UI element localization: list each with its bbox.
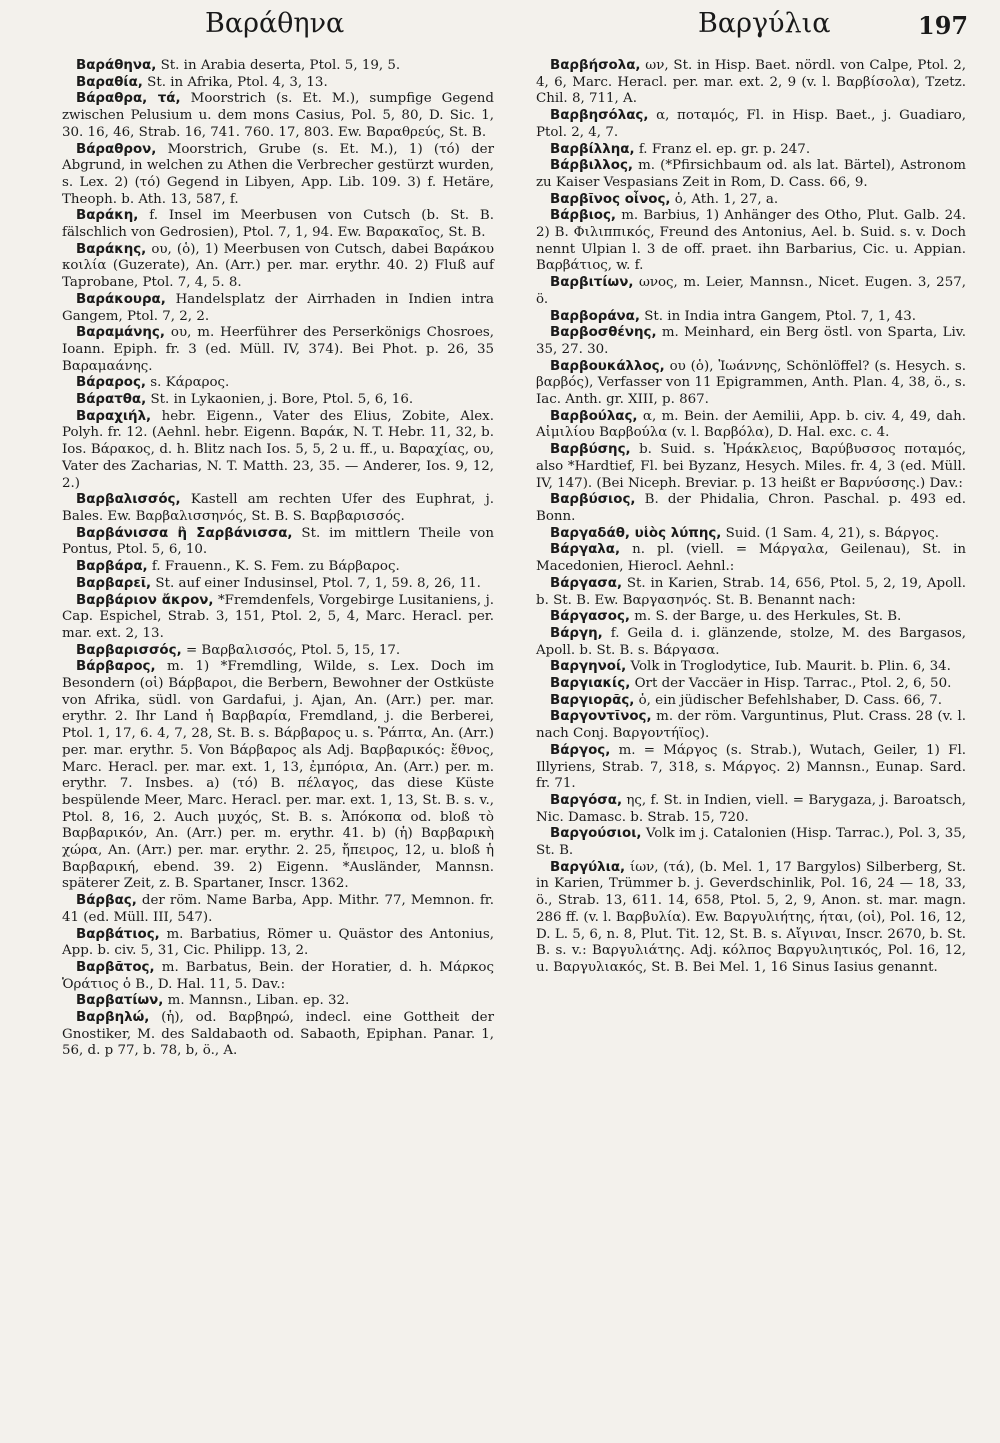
entry-headword: Βαργαδάθ, υἱὸς λύπης, xyxy=(550,525,722,541)
entry-body: ὁ, ein jüdischer Befehlshaber, D. Cass. 66, 7. xyxy=(638,692,943,708)
entry-headword: Βαρβουκάλλος, xyxy=(550,358,665,374)
entry-body: (ἡ), od. Βαρβηρώ, indecl. eine Gottheit der Gnostiker, M. des Saldabaoth od. Sabaoth, Epiphan. Panar. 1, 56, d. p 77, b. 78, b, ö., A. xyxy=(62,1010,494,1059)
running-header xyxy=(0,0,1000,50)
left-running-head: Βαράθηνα xyxy=(205,8,345,39)
dictionary-entry xyxy=(536,309,966,326)
entry-headword: Βαργόσα, xyxy=(550,792,623,808)
entry-body: Kastell am rechten Ufer des Euphrat, j. Bales. Ew. Βαρβαλισσηνός, St. B. S. Βαρβαρισσός. xyxy=(62,492,494,524)
dictionary-entry xyxy=(62,409,494,493)
entry-headword: Βαργιορᾶς, xyxy=(550,692,635,708)
entry-headword: Βαρβησόλας, xyxy=(550,108,649,124)
dictionary-entry xyxy=(62,58,494,75)
entry-body: m. Barbatius, Römer u. Quästor des Antonius, App. b. civ. 5, 31, Cic. Philipp. 13, 2. xyxy=(62,926,494,959)
entry-body: m. Mannsn., Liban. ep. 32. xyxy=(167,993,350,1009)
entry-body: St. in Arabia deserta, Ptol. 5, 19, 5. xyxy=(160,58,401,73)
entry-headword: Βάρβιλλος, xyxy=(550,158,633,174)
entry-body: ου, (ὁ), 1) Meerbusen von Cutsch, dabei Βαράκου κοιλία (Guzerate), An. (Arr.) per. mar. erythr. 40. 2) Fluß auf Taprobane, Ptol. 7, 4, 5. 8. xyxy=(62,241,494,291)
dictionary-entry xyxy=(536,576,966,609)
dictionary-entry xyxy=(536,275,966,308)
dictionary-entry xyxy=(62,927,494,960)
dictionary-entry xyxy=(62,75,494,92)
entry-headword: Βάργος, xyxy=(550,742,611,758)
right-running-head: Βαργύλια xyxy=(698,8,831,39)
entry-headword: Βαρβάτιος, xyxy=(76,926,160,942)
right-column xyxy=(536,58,966,977)
dictionary-entry xyxy=(536,526,966,543)
dictionary-entry xyxy=(536,108,966,141)
entry-body: ου, m. Heerführer des Perserkönigs Chosroes, Ioann. Epiph. fr. 3 (ed. Müll. IV, 374). Bei Phot. p. 26, 35 Βαραμαάνης. xyxy=(62,325,495,374)
entry-body: α, ποταμός, Fl. in Hisp. Baet., j. Guadiaro, Ptol. 2, 4, 7. xyxy=(536,108,966,140)
dictionary-entry xyxy=(536,409,966,442)
entry-headword: Βάργασος, xyxy=(550,609,630,625)
entry-headword: Βαρβίλληα, xyxy=(550,141,635,157)
dictionary-entry xyxy=(536,676,966,693)
entry-headword: Βάραρος, xyxy=(76,375,147,391)
entry-body: f. Geila d. i. glänzende, stolze, M. des Bargasos, Apoll. b. St. B. s. Βάργασα. xyxy=(536,625,967,658)
dictionary-entry xyxy=(62,325,494,375)
dictionary-entry xyxy=(62,559,494,576)
entry-body: m. (*Pfirsichbaum od. als lat. Bärtel), Astronom zu Kaiser Vespasians Zeit in Rom, D. Cass. 66, 9. xyxy=(536,158,966,190)
entry-body: = Βαρβαλισσός, Ptol. 5, 15, 17. xyxy=(185,642,401,658)
entry-headword: Βαρβοσθένης, xyxy=(550,325,657,341)
entry-headword: Βαρβύσιος, xyxy=(550,492,636,508)
entry-body: f. Insel im Meerbusen von Cutsch (b. St. B. fälschlich von Gedrosien), Ptol. 7, 1, 94. Ew. Βαρακαῖος, St. B. xyxy=(62,208,495,241)
entry-headword: Βάραθρον, xyxy=(76,141,157,157)
dictionary-entry xyxy=(62,526,494,559)
entry-headword: Βαράθηνα, xyxy=(76,58,157,73)
entry-headword: Βαρβατίων, xyxy=(76,993,164,1009)
entry-headword: Βαρβάρα, xyxy=(76,559,148,575)
entry-headword: Βαρβήσολα, xyxy=(550,58,641,73)
entry-headword: Βαργηνοί, xyxy=(550,659,627,675)
entry-headword: Βαρβαλισσός, xyxy=(76,492,181,508)
dictionary-entry xyxy=(536,793,966,826)
entry-body: der röm. Name Barba, App. Mithr. 77, Memnon. fr. 41 (ed. Müll. III, 547). xyxy=(62,893,494,925)
entry-body: m. Meinhard, ein Berg östl. von Sparta, Liv. 35, 27. 30. xyxy=(536,325,966,357)
entry-headword: Βαραχιήλ, xyxy=(76,408,152,424)
dictionary-entry xyxy=(62,659,494,893)
entry-body: s. Κάραρος. xyxy=(150,375,230,391)
dictionary-entry xyxy=(536,860,966,977)
entry-headword: Βαρβούλας, xyxy=(550,408,638,424)
dictionary-entry xyxy=(536,542,966,575)
dictionary-entry xyxy=(536,609,966,626)
entry-headword: Βαραμάνης, xyxy=(76,325,165,341)
dictionary-entry xyxy=(536,325,966,358)
entry-body: α, m. Bein. der Aemilii, App. b. civ. 4, 49, dah. Αἰμιλίου Βαρβούλα (v. l. Βαρβόλα), D. Hal. exc. c. 4. xyxy=(536,408,966,441)
entry-body: St. in Afrika, Ptol. 4, 3, 13. xyxy=(147,74,328,90)
entry-headword: Βάρατθα, xyxy=(76,392,147,408)
entry-headword: Βάρβιος, xyxy=(550,208,617,224)
dictionary-entry xyxy=(62,375,494,392)
dictionary-entry xyxy=(62,242,494,292)
entry-body: Moorstrich, Grube (s. Et. M.), 1) (τό) der Abgrund, in welchen zu Athen die Verbrecher gestürzt wurden, s. Lex. 2) (τό) Gegend in Libyen, App. Lib. 109. 3) f. Hetäre, Theoph. b. Ath. 13, 587, f. xyxy=(62,141,494,207)
page-number: 197 xyxy=(918,11,969,40)
entry-headword: Βαρβύσης, xyxy=(550,442,631,458)
dictionary-entry xyxy=(62,392,494,409)
entry-headword: Βαργοντῖνος, xyxy=(550,709,652,725)
dictionary-entry xyxy=(536,709,966,742)
entry-body: hebr. Eigenn., Vater des Elius, Zobite, Alex. Polyh. fr. 12. (Aehnl. hebr. Eigenn. Βαράκ, N. T. Hebr. 11, 32, b. Ios. Βάρακος, d. h. Blitz nach Ios. 5, 5, 2 u. ff., u. Βαραχίας, ου, Vater des Zacharias, N. T. Matth. 23, 35. — Anderer, Ios. 9, 12, 2.) xyxy=(62,408,494,491)
dictionary-entry xyxy=(536,359,966,409)
dictionary-entry xyxy=(536,442,966,492)
entry-body: Volk im j. Catalonien (Hisp. Tarrac.), Pol. 3, 35, St. B. xyxy=(536,826,966,859)
entry-body: Moorstrich (s. Et. M.), sumpfige Gegend zwischen Pelusium u. dem mons Casius, Pol. 5, 80, D. Sic. 1, 30. 16, 46, Strab. 16, 741. 760. 17, 803. Ew. Βαραθρεύς, St. B. xyxy=(62,91,494,140)
entry-body: Suid. (1 Sam. 4, 21), s. Βάργος. xyxy=(725,525,939,541)
dictionary-entry xyxy=(536,492,966,525)
dictionary-entry xyxy=(536,192,966,209)
entry-body: m. Barbius, 1) Anhänger des Otho, Plut. Galb. 24. 2) Β. Φιλιππικός, Freund des Antonius, Ael. b. Suid. s. v. Doch nennt Ulpian l. 3 de off. praet. ihn Barbarius, Cic. u. Appian. Βαρβάτιος, w. f. xyxy=(536,208,966,274)
dictionary-entry xyxy=(536,58,966,108)
dictionary-entry xyxy=(536,158,966,191)
entry-headword: Βαράκουρα, xyxy=(76,291,166,307)
entry-body: ης, f. St. in Indien, viell. = Barygaza, j. Baroatsch, Nic. Damasc. b. Strab. 15, 720. xyxy=(536,792,966,825)
entry-body: St. auf einer Indusinsel, Ptol. 7, 1, 59. 8, 26, 11. xyxy=(155,575,481,591)
entry-body: St. in Karien, Strab. 14, 656, Ptol. 5, 2, 19, Apoll. b. St. B. Ew. Βαργασηνός. St. B. Benannt nach: xyxy=(536,575,966,608)
entry-headword: Βαργούσιοι, xyxy=(550,826,642,842)
entry-body: Ort der Vaccäer in Hisp. Tarrac., Ptol. 2, 6, 50. xyxy=(634,676,952,692)
left-column xyxy=(62,58,494,1060)
entry-body: m. der röm. Varguntinus, Plut. Crass. 28 (v. l. nach Conj. Βαργοντήϊος). xyxy=(536,709,966,742)
entry-body: m. Barbatus, Bein. der Horatier, d. h. Μάρκος Ὁράτιος ὁ Β., D. Hal. 11, 5. Dav.: xyxy=(62,959,494,992)
entry-body: St. in India intra Gangem, Ptol. 7, 1, 43. xyxy=(644,308,917,324)
entry-body: ίων, (τά), (b. Mel. 1, 17 Bargylos) Silberberg, St. in Karien, Trümmer b. j. Geverdschinlik, Pol. 16, 24 — 18, 33, ö., Strab. 13, 611. 14, 658, Ptol. 5, 2, 9, Anon. st. mar. magn. 286 ff. (v. l. Βαρβυλία). Ew. Βαργυλιήτης, ήται, (οἱ), Pol. 16, 12, D. L. 5, 6, n. 8, Plut. Tit. 12, St. B. s. Αἴγιναι, Inscr. 2670, b. St. B. s. v.: Βαργυλιάτης. Adj. κόλπος Βαργυλιητικός, Pol. 16, 12, u. Βαργυλιακός, St. B. Bei Mel. 1, 16 Sinus Iasius genannt. xyxy=(536,859,966,975)
entry-headword: Βαρβαρεῖ, xyxy=(76,575,152,591)
entry-headword: Βάρβας, xyxy=(76,893,137,909)
dictionary-entry xyxy=(62,91,494,141)
dictionary-entry xyxy=(62,960,494,993)
dictionary-entry xyxy=(62,893,494,926)
entry-headword: Βάργη, xyxy=(550,625,603,641)
entry-body: m. S. der Barge, u. des Herkules, St. B. xyxy=(634,609,902,625)
dictionary-entry xyxy=(536,659,966,676)
entry-headword: Βαρβηλώ, xyxy=(76,1010,150,1026)
entry-headword: Βαργύλια, xyxy=(550,859,626,875)
entry-body: Volk in Troglodytice, Iub. Maurit. b. Plin. 6, 34. xyxy=(630,659,951,675)
entry-headword: Βαργιακίς, xyxy=(550,676,631,692)
entry-headword: Βαρβάριον ἄκρον, xyxy=(76,592,214,608)
entry-body: m. 1) *Fremdling, Wilde, s. Lex. Doch im Besondern (οἱ) Βάρβαροι, die Berbern, Bewohner der Ostküste von Afrika, südl. von Gardafui, j. Ajan, An. (Arr.) per. mar. erythr. 2. Ihr Land ἡ Βαρβαρία, Fremdland, j. die Berberei, Ptol. 1, 17, 6. 4, 7, 28, St. B. s. Βάρβαρος u. s. Ῥάπτα, An. (Arr.) per. mar. erythr. 5. Von Βάρβαρος als Adj. Βαρβαρικός: ἔθνος, Marc. Heracl. per. mar. ext. 1, 13, ἐμπόρια, An. (Arr.) per. m. erythr. 7. Insbes. a) (τό) Β. πέλαγος, das diese Küste bespülende Meer, Marc. Heracl. per. mar. ext. 1, 13, St. B. s. v., Ptol. 8, 16, 2. Auch μυχός, St. B. s. Ἀπόκοπα od. bloß τὸ Βαρβαρικόν, An. (Arr.) per. m. erythr. 41. b) (ἡ) Βαρβαρικὴ χώρα, An. (Arr.) per. mar. erythr. 2. 25, ἤπειρος, 12, u. bloß ἡ Βαρβαρική, ebend. 39. 2) Eigenn. *Ausländer, Mannsn. späterer Zeit, z. B. Spartaner, Inscr. 1362. xyxy=(62,659,494,892)
dictionary-entry xyxy=(536,693,966,710)
dictionary-entry xyxy=(536,626,966,659)
entry-headword: Βαρβαρισσός, xyxy=(76,642,182,658)
entry-headword: Βάργασα, xyxy=(550,575,623,591)
entry-body: St. in Lykaonien, j. Bore, Ptol. 5, 6, 16. xyxy=(150,392,414,408)
dictionary-entry xyxy=(62,1010,494,1060)
entry-body: m. = Μάργος (s. Strab.), Wutach, Geiler, 1) Fl. Illyriens, Strab. 7, 318, s. Μάργος. 2) Mannsn., Eunap. Sard. fr. 71. xyxy=(536,742,966,792)
entry-body: b. Suid. s. Ἡράκλειος, Βαρύβυσσος ποταμός, also *Hardtief, Fl. bei Byzanz, Hesych. Miles. fr. 4, 3 (ed. Müll. IV, 147). (Bei Niceph. Breviar. p. 13 heißt er Βαρνύσσης.) Dav.: xyxy=(536,442,966,491)
entry-body: St. im mittlern Theile von Pontus, Ptol. 5, 6, 10. xyxy=(62,525,494,558)
entry-body: ων, St. in Hisp. Baet. nördl. von Calpe, Ptol. 2, 4, 6, Marc. Heracl. per. mar. ext. 2, 9 (v. l. Βαρβίσολα), Tzetz. Chil. 8, 711, A. xyxy=(536,58,966,107)
dictionary-entry xyxy=(62,142,494,209)
entry-body: ωνος, m. Leier, Mannsn., Nicet. Eugen. 3, 257, ö. xyxy=(536,275,966,307)
entry-headword: Βαράκης, xyxy=(76,241,147,257)
dictionary-entry xyxy=(62,576,494,593)
dictionary-entry xyxy=(62,492,494,525)
entry-headword: Βάρβαρος, xyxy=(76,659,156,675)
entry-body: f. Franz el. ep. gr. p. 247. xyxy=(638,141,811,157)
entry-headword: Βαρβοράνα, xyxy=(550,308,640,324)
dictionary-entry xyxy=(62,292,494,325)
entry-headword: Βάραθρα, τά, xyxy=(76,91,181,107)
entry-headword: Βαράκη, xyxy=(76,208,139,224)
dictionary-entry xyxy=(536,142,966,159)
entry-headword: Βαρβιτίων, xyxy=(550,275,634,291)
dictionary-entry xyxy=(62,593,494,643)
entry-body: Handelsplatz der Airrhaden in Indien intra Gangem, Ptol. 7, 2, 2. xyxy=(62,291,494,324)
entry-headword: Βαραθία, xyxy=(76,74,143,90)
entry-body: ὁ, Ath. 1, 27, a. xyxy=(674,191,779,207)
entry-body: f. Frauenn., K. S. Fem. zu Βάρβαρος. xyxy=(151,559,400,575)
entry-headword: Βαρβάνισσα ἢ Σαρβάνισσα, xyxy=(76,525,293,541)
entry-body: *Fremdenfels, Vorgebirge Lusitaniens, j. Cap. Espichel, Strab. 3, 151, Ptol. 2, 5, 4, Marc. Heracl. per. mar. ext. 2, 13. xyxy=(62,592,494,641)
dictionary-entry xyxy=(62,643,494,660)
entry-headword: Βαρβῖνος οἶνος, xyxy=(550,191,671,207)
entry-headword: Βαρβᾶτος, xyxy=(76,959,155,975)
dictionary-entry xyxy=(62,993,494,1010)
entry-body: ου (ὁ), Ἰωάννης, Schönlöffel? (s. Hesych. s. βαρβός), Verfasser von 11 Epigrammen, Anth. Plan. 4, 38, ö., s. Iac. Anth. gr. XIII, p. 867. xyxy=(536,358,966,408)
entry-body: B. der Phidalia, Chron. Paschal. p. 493 ed. Bonn. xyxy=(536,492,966,524)
dictionary-entry xyxy=(536,208,966,275)
entry-body: n. pl. (viell. = Μάργαλα, Geilenau), St. in Macedonien, Hierocl. Aehnl.: xyxy=(536,542,967,575)
dictionary-entry xyxy=(536,826,966,859)
dictionary-entry xyxy=(62,208,494,241)
dictionary-entry xyxy=(536,743,966,793)
entry-headword: Βάργαλα, xyxy=(550,542,621,558)
